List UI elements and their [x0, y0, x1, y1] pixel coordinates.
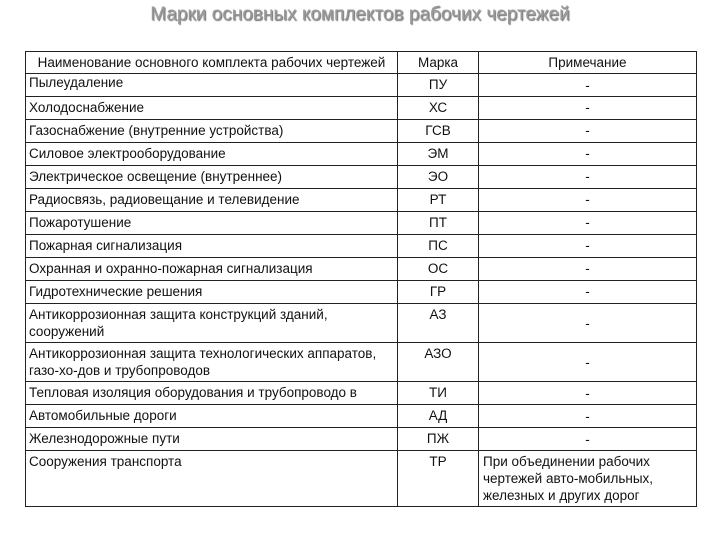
row-note: - — [479, 382, 697, 405]
table-row — [26, 189, 697, 212]
row-name: Гидротехнические решения — [26, 281, 398, 304]
row-note: - — [479, 212, 697, 235]
row-name: Холодоснабжение — [26, 97, 398, 120]
table-header-row — [26, 52, 697, 74]
row-note: - — [479, 405, 697, 428]
table-row — [26, 304, 697, 343]
table-row — [26, 97, 697, 120]
row-code: ПС — [398, 235, 479, 258]
row-note: - — [479, 166, 697, 189]
row-note: - — [479, 143, 697, 166]
row-code: ПЖ — [398, 428, 479, 451]
row-name: Силовое электрооборудование — [26, 143, 398, 166]
row-name: Электрическое освещение (внутреннее) — [26, 166, 398, 189]
row-code: ТР — [398, 451, 479, 507]
header-note: Примечание — [479, 52, 697, 74]
row-note: - — [479, 304, 697, 343]
row-code: ЭМ — [398, 143, 479, 166]
row-name: Антикоррозионная защита конструкций зданий, сооружений — [26, 304, 398, 343]
row-code: ПТ — [398, 212, 479, 235]
row-note: - — [479, 120, 697, 143]
row-name: Пылеудаление — [26, 74, 398, 97]
table-row — [26, 74, 697, 97]
row-code: ХС — [398, 97, 479, 120]
row-note: - — [479, 74, 697, 97]
row-code: АД — [398, 405, 479, 428]
row-code: ЭО — [398, 166, 479, 189]
row-code: РТ — [398, 189, 479, 212]
row-code: АЗ — [398, 304, 479, 343]
row-name: Охранная и охранно-пожарная сигнализация — [26, 258, 398, 281]
row-name: Антикоррозионная защита технологических аппаратов, газо-хо-дов и трубопроводов — [26, 343, 398, 382]
table-row — [26, 120, 697, 143]
row-name: Пожаротушение — [26, 212, 398, 235]
page-title: Марки основных комплектов рабочих чертежей — [150, 4, 570, 25]
table-row — [26, 235, 697, 258]
row-note: При объединении рабочих чертежей авто-мобильных, железных и других дорог — [479, 451, 697, 507]
row-note: - — [479, 281, 697, 304]
table-row — [26, 405, 697, 428]
row-name: Сооружения транспорта — [26, 451, 398, 507]
table-row — [26, 143, 697, 166]
row-note: - — [479, 189, 697, 212]
header-name: Наименование основного комплекта рабочих чертежей — [26, 52, 398, 74]
header-code: Марка — [398, 52, 479, 74]
row-name: Железнодорожные пути — [26, 428, 398, 451]
row-code: ГСВ — [398, 120, 479, 143]
row-name: Автомобильные дороги — [26, 405, 398, 428]
row-note: - — [479, 235, 697, 258]
drawing-sets-table — [25, 51, 697, 507]
row-code: ГР — [398, 281, 479, 304]
row-note: - — [479, 97, 697, 120]
row-note: - — [479, 343, 697, 382]
row-name: Радиосвязь, радиовещание и телевидение — [26, 189, 398, 212]
row-name: Тепловая изоляция оборудования и трубопроводо в — [26, 382, 398, 405]
table-row — [26, 281, 697, 304]
row-note: - — [479, 258, 697, 281]
row-code: ПУ — [398, 74, 479, 97]
row-name: Газоснабжение (внутренние устройства) — [26, 120, 398, 143]
row-code: ОС — [398, 258, 479, 281]
row-note: - — [479, 428, 697, 451]
table-row — [26, 212, 697, 235]
table-row — [26, 343, 697, 382]
row-name: Пожарная сигнализация — [26, 235, 398, 258]
row-code: АЗО — [398, 343, 479, 382]
row-code: ТИ — [398, 382, 479, 405]
table-row — [26, 428, 697, 451]
table-row — [26, 382, 697, 405]
table-row — [26, 166, 697, 189]
table-row — [26, 451, 697, 507]
table-row — [26, 258, 697, 281]
